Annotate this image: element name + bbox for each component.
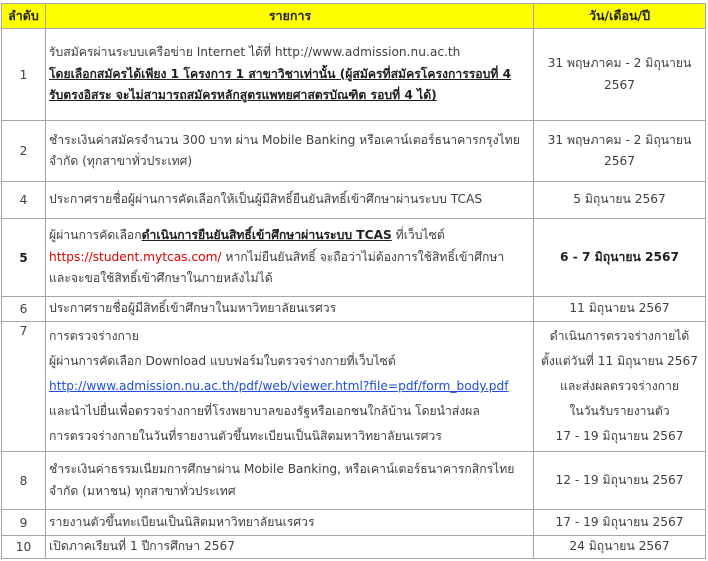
row-line: และจะขอใช้สิทธิ์เข้าศึกษาในภายหลังไม่ได้ — [49, 271, 273, 286]
row-line-emphasis: รับตรงอิสระ จะไม่สามารถสมัครหลักสูตรแพทยศาสตรบัณฑิต รอบที่ 4 ได้) — [49, 88, 437, 103]
row-date — [534, 510, 706, 536]
row-item — [46, 121, 534, 182]
row-date — [534, 452, 706, 510]
row-line: เปิดภาคเรียนที่ 1 ปีการศึกษา 2567 — [49, 539, 235, 554]
row-date — [534, 29, 706, 121]
row-date — [534, 297, 706, 322]
table-row — [2, 297, 706, 322]
row-item — [46, 510, 534, 536]
date-line: 31 พฤษภาคม - 2 มิถุนายน — [547, 56, 692, 70]
date-line: ดำเนินการตรวจร่างกายได้ — [549, 329, 690, 343]
row-date — [534, 182, 706, 219]
table-row — [2, 536, 706, 559]
date-line: 31 พฤษภาคม - 2 มิถุนายน — [547, 132, 692, 147]
row-line: การตรวจร่างกาย — [49, 329, 139, 343]
row-no: 1 — [2, 29, 46, 121]
row-line: รับสมัครผ่านระบบเครือข่าย Internet ได้ที่ http://www.admission.nu.ac.th — [49, 45, 461, 60]
date-line: ตั้งแต่วันที่ 11 มิถุนายน 2567 — [540, 354, 699, 368]
table-row — [2, 322, 706, 452]
date-line: 11 มิถุนายน 2567 — [569, 301, 670, 316]
header-date: วัน/เดือน/ปี — [534, 4, 706, 29]
date-line: 2567 — [603, 77, 636, 92]
table-row — [2, 182, 706, 219]
row-no: 4 — [2, 182, 46, 219]
table-header-row — [2, 4, 706, 29]
row-no: 7 — [2, 322, 46, 452]
table-row — [2, 121, 706, 182]
table-row — [2, 219, 706, 297]
date-line: ในวันรับรายงานตัว — [569, 404, 670, 418]
table-row — [2, 452, 706, 510]
date-line: 12 - 19 มิถุนายน 2567 — [555, 472, 684, 487]
date-line: 17 - 19 มิถุนายน 2567 — [555, 429, 684, 443]
date-line: 24 มิถุนายน 2567 — [569, 539, 670, 554]
mytcas-link[interactable]: https://student.mytcas.com/ — [49, 249, 222, 264]
table-row — [2, 29, 706, 121]
row-no: 5 — [2, 219, 46, 297]
row-line: ประกาศรายชื่อผู้มีสิทธิ์เข้าศึกษาในมหาวิทยาลัยนเรศวร — [49, 301, 337, 316]
row-line: ชำระเงินค่าสมัครจำนวน 300 บาท ผ่าน Mobile Banking หรือเคาน์เตอร์ธนาคารกรุงไทย — [49, 132, 520, 147]
row-line: ผู้ผ่านการคัดเลือก Download แบบฟอร์มใบตรวจร่างกายที่เว็บไซต์ — [49, 354, 396, 368]
row-item — [46, 182, 534, 219]
table-row — [2, 510, 706, 536]
row-text-emphasis: ดำเนินการยืนยันสิทธิ์เข้าศึกษาผ่านระบบ TCAS — [141, 228, 392, 243]
row-date — [534, 121, 706, 182]
row-text: หากไม่ยืนยันสิทธิ์ จะถือว่าไม่ต้องการใช้สิทธิ์เข้าศึกษา — [221, 249, 505, 264]
row-date — [534, 536, 706, 559]
row-line: รายงานตัวขึ้นทะเบียนเป็นนิสิตมหาวิทยาลัยนเรศวร — [49, 514, 315, 529]
row-no: 2 — [2, 121, 46, 182]
row-item — [46, 219, 534, 297]
form-body-link[interactable]: http://www.admission.nu.ac.th/pdf/web/viewer.html?file=pdf/form_body.pdf — [49, 379, 509, 393]
row-no: 8 — [2, 452, 46, 510]
row-line: การตรวจร่างกายในวันที่รายงานตัวขึ้นทะเบียนเป็นนิสิตมหาวิทยาลัยนเรศวร — [49, 429, 442, 443]
row-line: ประกาศรายชื่อผู้ผ่านการคัดเลือกให้เป็นผู้มีสิทธิ์ยืนยันสิทธิ์เข้าศึกษาผ่านระบบ TCAS — [49, 192, 483, 207]
row-line: ชำระเงินค่าธรรมเนียมการศึกษาผ่าน Mobile Banking, หรือเคาน์เตอร์ธนาคารกสิกรไทย — [49, 462, 515, 476]
row-no: 10 — [2, 536, 46, 559]
schedule-table — [1, 3, 706, 559]
date-line: 5 มิถุนายน 2567 — [573, 192, 666, 207]
row-item — [46, 29, 534, 121]
header-item: รายการ — [46, 4, 534, 29]
row-line — [49, 247, 531, 269]
date-line: 6 - 7 มิถุนายน 2567 — [560, 249, 679, 264]
date-line: 2567 — [603, 154, 636, 168]
date-line: 17 - 19 มิถุนายน 2567 — [555, 514, 684, 529]
row-item — [46, 536, 534, 559]
header-no: ลำดับ — [2, 4, 46, 29]
row-line — [49, 225, 531, 247]
row-line — [49, 374, 531, 399]
row-item — [46, 322, 534, 452]
row-date — [534, 322, 706, 452]
row-item — [46, 452, 534, 510]
row-line-emphasis: โดยเลือกสมัครได้เพียง 1 โครงการ 1 สาขาวิชาเท่านั้น (ผู้สมัครที่สมัครโครงการรอบที่ 4 — [49, 66, 512, 81]
row-line: จำกัด (มหาชน) ทุกสาขาทั่วประเทศ — [49, 483, 236, 498]
row-line: และนำไปยื่นเพื่อตรวจร่างกายที่โรงพยาบาลของรัฐหรือเอกชนใกล้บ้าน โดยนำส่งผล — [49, 404, 480, 418]
row-text: ผู้ผ่านการคัดเลือก — [49, 228, 142, 243]
row-line: จำกัด (ทุกสาขาทั่วประเทศ) — [49, 154, 193, 168]
row-text: ที่เว็บไซต์ — [391, 228, 445, 243]
row-no: 9 — [2, 510, 46, 536]
row-item — [46, 297, 534, 322]
date-line: และส่งผลตรวจร่างกาย — [559, 379, 680, 393]
row-no: 6 — [2, 297, 46, 322]
row-date — [534, 219, 706, 297]
